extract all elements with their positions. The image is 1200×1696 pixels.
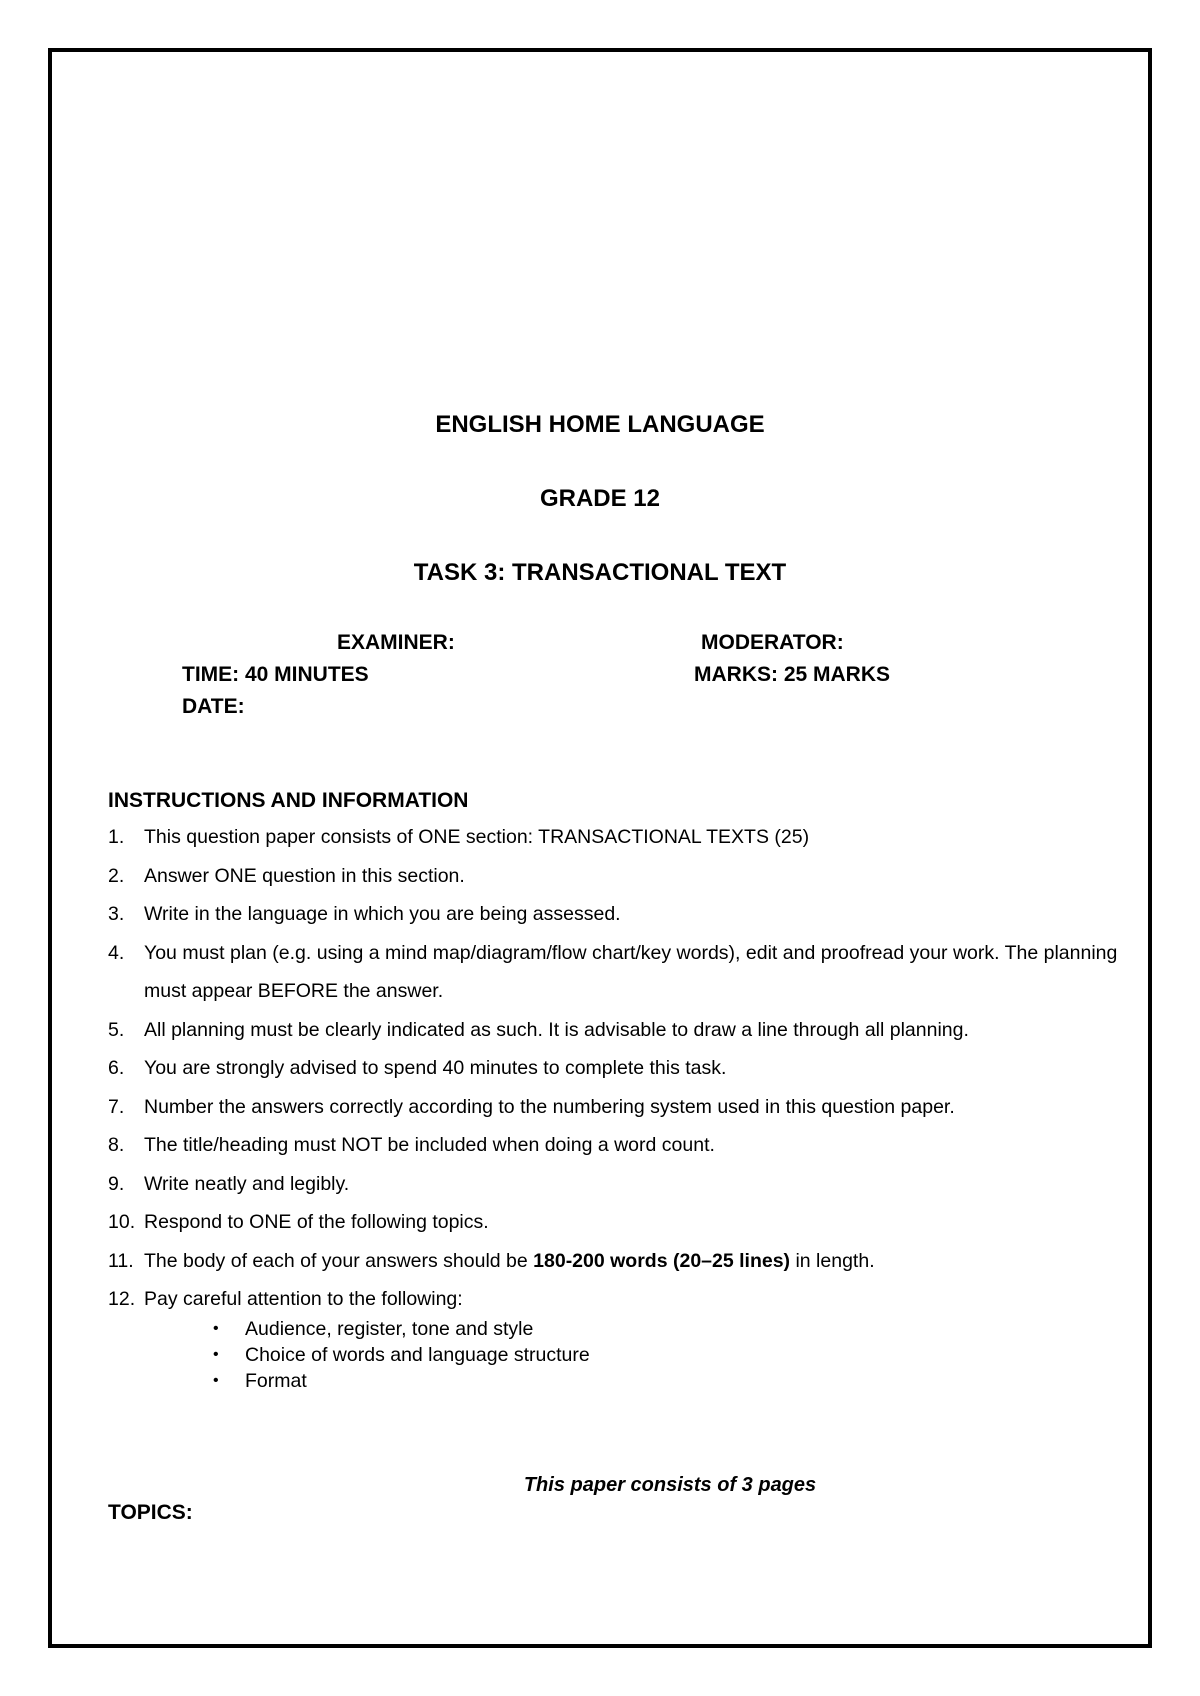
instruction-number: 12. (108, 1288, 136, 1310)
instruction-item (108, 1165, 1118, 1204)
instruction-text-before: The body of each of your answers should be (144, 1249, 534, 1272)
instruction-item (108, 1203, 1118, 1242)
bullet-text: Choice of words and language structure (245, 1344, 590, 1366)
instruction-number: 9. (108, 1172, 125, 1195)
moderator-label: MODERATOR: (701, 631, 844, 654)
instruction-number: 5. (108, 1018, 125, 1041)
instruction-number: 1. (108, 826, 125, 848)
bullet-text: Audience, register, tone and style (245, 1318, 534, 1340)
topics-label: TOPICS: (108, 1501, 193, 1524)
time-label: TIME: 40 MINUTES (182, 663, 369, 686)
instruction-text: Answer ONE question in this section. (144, 864, 465, 887)
instruction-number: 4. (108, 941, 125, 964)
instruction-item (108, 934, 1118, 1011)
instruction-text: You are strongly advised to spend 40 minutes to complete this task. (144, 1057, 727, 1079)
marks-label: MARKS: 25 MARKS (694, 663, 891, 686)
instruction-number: 6. (108, 1057, 125, 1079)
instruction-number: 2. (108, 864, 125, 887)
instruction-number: 8. (108, 1134, 125, 1156)
instruction-text: Number the answers correctly according to the numbering system used in this question paper. (144, 1095, 955, 1118)
instruction-text: Write neatly and legibly. (144, 1172, 350, 1195)
grade-title: GRADE 12 (539, 485, 661, 512)
subject-title: ENGLISH HOME LANGUAGE (435, 411, 765, 438)
instruction-item (108, 1126, 1118, 1165)
instruction-item (108, 1088, 1118, 1127)
bullet-item (205, 1368, 590, 1394)
task-title: TASK 3: TRANSACTIONAL TEXT (413, 559, 787, 586)
instruction-item (108, 1280, 1118, 1319)
instruction-number: 3. (108, 903, 125, 925)
instruction-item (108, 1011, 1118, 1050)
date-label: DATE: (182, 695, 245, 718)
instruction-text: Respond to ONE of the following topics. (144, 1211, 489, 1233)
instruction-text: Pay careful attention to the following: (144, 1288, 463, 1310)
instruction-number: 10. (108, 1211, 136, 1233)
attention-bullet-list (205, 1316, 590, 1394)
bullet-icon: • (213, 1372, 219, 1389)
instruction-number: 11. (108, 1249, 134, 1272)
bullet-icon: • (213, 1346, 219, 1363)
instruction-item (108, 1242, 1118, 1281)
instruction-number: 7. (108, 1095, 125, 1118)
instructions-list (108, 818, 1118, 1319)
instruction-item (108, 857, 1118, 896)
instruction-text: This question paper consists of ONE section: TRANSACTIONAL TEXTS (25) (144, 826, 810, 848)
bullet-item (205, 1342, 590, 1368)
bullet-text: Format (245, 1370, 307, 1392)
instructions-heading: INSTRUCTIONS AND INFORMATION (108, 789, 469, 812)
examiner-label: EXAMINER: (337, 631, 455, 654)
instruction-item (108, 818, 1118, 857)
instruction-item (108, 1049, 1118, 1088)
bullet-icon: • (213, 1320, 219, 1337)
instruction-text: The title/heading must NOT be included when doing a word count. (144, 1134, 715, 1156)
instruction-text: Write in the language in which you are being assessed. (144, 903, 621, 925)
word-count-requirement: 180-200 words (20–25 lines) (533, 1249, 791, 1272)
instruction-text: You must plan (e.g. using a mind map/diagram/flow chart/key words), edit and proofread your work. The planning must appear BEFORE the answer. (144, 941, 1118, 1002)
instruction-text-after: in length. (790, 1249, 875, 1272)
page-count-note: This paper consists of 3 pages (523, 1474, 817, 1496)
bullet-item (205, 1316, 590, 1342)
instruction-text: All planning must be clearly indicated as such. It is advisable to draw a line through all planning. (144, 1018, 969, 1041)
instruction-item (108, 895, 1118, 934)
